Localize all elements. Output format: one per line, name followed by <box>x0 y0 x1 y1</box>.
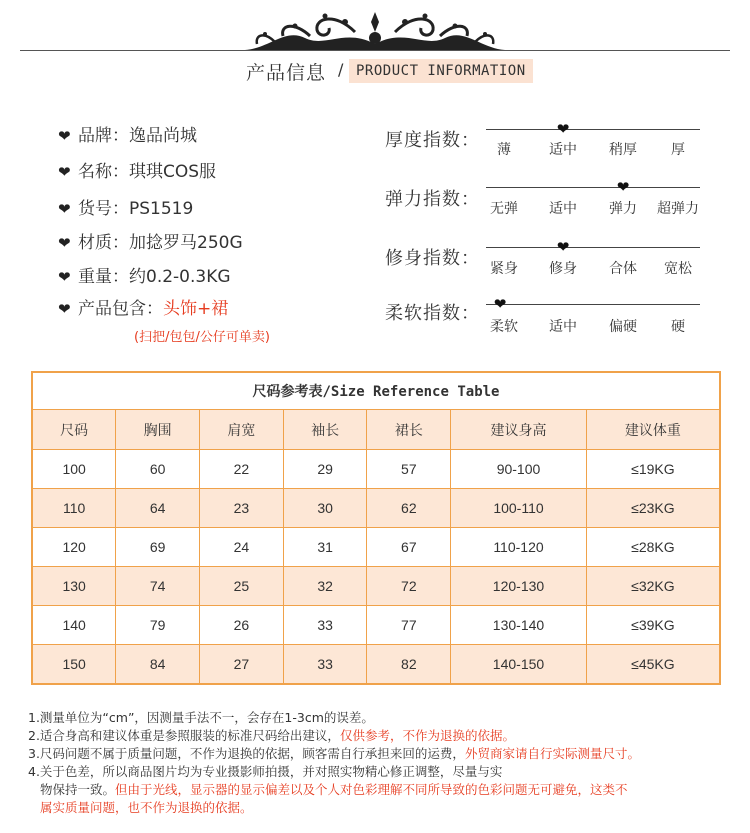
info-brand <box>58 124 197 148</box>
table-cell: 60 <box>116 450 200 489</box>
table-cell: 22 <box>200 450 284 489</box>
table-cell: 25 <box>200 567 284 606</box>
table-cell: 27 <box>200 645 284 684</box>
scale-name-thickness: 厚度指数： <box>385 130 480 151</box>
ornament-flourish <box>225 8 525 52</box>
scale-option: 薄 <box>497 142 511 158</box>
note-4-text: 物保持一致。 <box>40 782 116 797</box>
table-row <box>32 567 720 606</box>
table-cell: 67 <box>367 528 451 567</box>
heart-marker-icon: ❤ <box>556 238 570 256</box>
table-cell: 33 <box>283 606 367 645</box>
section-title: 产品信息 <box>246 62 327 84</box>
table-row <box>32 528 720 567</box>
table-cell: 110-120 <box>451 528 587 567</box>
scale-option: 适中 <box>549 319 577 335</box>
info-package <box>58 297 228 321</box>
heart-marker-icon: ❤ <box>493 295 507 313</box>
table-cell: ≤45KG <box>586 645 720 684</box>
note-3 <box>28 745 640 763</box>
scale-option: 适中 <box>549 142 577 158</box>
column-header: 建议身高 <box>451 410 587 450</box>
table-cell: 72 <box>367 567 451 606</box>
scale-option: 厚 <box>671 142 685 158</box>
title-slash: / <box>338 60 344 79</box>
column-header: 尺码 <box>32 410 116 450</box>
table-cell: 84 <box>116 645 200 684</box>
table-row <box>32 606 720 645</box>
table-row <box>32 489 720 528</box>
table-row <box>32 450 720 489</box>
info-weight <box>58 265 231 289</box>
heart-icon: ❤ <box>58 200 71 218</box>
table-cell: 30 <box>283 489 367 528</box>
table-cell: 79 <box>116 606 200 645</box>
scale-option: 紧身 <box>490 261 518 277</box>
table-cell: 110 <box>32 489 116 528</box>
table-cell: 33 <box>283 645 367 684</box>
info-name <box>58 160 216 184</box>
heart-icon: ❤ <box>58 163 71 181</box>
header-divider <box>20 50 730 51</box>
weight-label: 重量： <box>78 267 129 287</box>
scale-option: 修身 <box>549 261 577 277</box>
table-cell: 74 <box>116 567 200 606</box>
heart-marker-icon: ❤ <box>616 178 630 196</box>
scale-option: 硬 <box>671 319 685 335</box>
scale-option: 偏硬 <box>609 319 637 335</box>
scale-line <box>486 187 700 188</box>
note-2-warning: 仅供参考，不作为退换的依据。 <box>339 728 515 743</box>
sku-label: 货号： <box>78 199 129 219</box>
table-cell: 29 <box>283 450 367 489</box>
note-3-text: 3.尺码问题不属于质量问题，不作为退换的依据，顾客需自行承担来回的运费， <box>28 746 465 761</box>
table-cell: 31 <box>283 528 367 567</box>
scale-option: 适中 <box>549 201 577 217</box>
table-cell: 140 <box>32 606 116 645</box>
table-cell: 82 <box>367 645 451 684</box>
table-cell: 64 <box>116 489 200 528</box>
table-cell: 140-150 <box>451 645 587 684</box>
note-4-cont <box>40 781 628 799</box>
package-label: 产品包含： <box>78 299 163 319</box>
heart-icon: ❤ <box>58 234 71 252</box>
weight-value: 约0.2-0.3KG <box>129 267 231 287</box>
note-2 <box>28 727 515 745</box>
table-cell: 150 <box>32 645 116 684</box>
column-header: 裙长 <box>367 410 451 450</box>
heart-icon: ❤ <box>58 268 71 286</box>
note-2-text: 2.适合身高和建议体重是参照服装的标准尺码给出建议， <box>28 728 340 743</box>
heart-marker-icon: ❤ <box>556 120 570 138</box>
column-header: 肩宽 <box>200 410 284 450</box>
table-cell: 120-130 <box>451 567 587 606</box>
material-value: 加捻罗马250G <box>129 233 243 253</box>
table-cell: ≤28KG <box>586 528 720 567</box>
table-header-row <box>32 410 720 450</box>
table-cell: 130-140 <box>451 606 587 645</box>
info-sku <box>58 197 193 221</box>
scale-option: 柔软 <box>490 319 518 335</box>
table-cell: 23 <box>200 489 284 528</box>
table-cell: 77 <box>367 606 451 645</box>
table-cell: 120 <box>32 528 116 567</box>
info-material <box>58 231 243 255</box>
heart-icon: ❤ <box>58 127 71 145</box>
table-cell: 24 <box>200 528 284 567</box>
note-1: 1.测量单位为“cm”，因测量手法不一，会存在1-3cm的误差。 <box>28 710 374 725</box>
name-label: 名称： <box>78 162 129 182</box>
material-label: 材质： <box>78 233 129 253</box>
sku-value: PS1519 <box>129 199 194 219</box>
package-note: (扫把/包包/公仔可单卖) <box>134 330 270 345</box>
scale-line <box>486 247 700 248</box>
table-cell: 100-110 <box>451 489 587 528</box>
table-cell: 100 <box>32 450 116 489</box>
scale-option: 弹力 <box>609 201 637 217</box>
table-cell: 32 <box>283 567 367 606</box>
column-header: 建议体重 <box>586 410 720 450</box>
table-cell: 130 <box>32 567 116 606</box>
scale-option: 稍厚 <box>609 142 637 158</box>
table-caption: 尺码参考表/Size Reference Table <box>32 372 720 410</box>
scale-name-fit: 修身指数： <box>385 248 480 269</box>
package-value: 头饰+裙 <box>163 299 229 319</box>
scale-name-softness: 柔软指数： <box>385 303 480 324</box>
table-cell: 26 <box>200 606 284 645</box>
brand-value: 逸品尚城 <box>129 126 197 146</box>
note-3-warning: 外贸商家请自行实际测量尺寸。 <box>464 746 640 761</box>
table-cell: 62 <box>367 489 451 528</box>
scale-option: 宽松 <box>664 261 692 277</box>
scale-name-elasticity: 弹力指数： <box>385 189 480 210</box>
table-row <box>32 645 720 684</box>
brand-label: 品牌： <box>78 126 129 146</box>
scale-option: 合体 <box>609 261 637 277</box>
scale-line <box>486 129 700 130</box>
table-cell: 57 <box>367 450 451 489</box>
note-4-end: 属实质量问题，也不作为退换的依据。 <box>40 800 253 815</box>
table-cell: ≤19KG <box>586 450 720 489</box>
table-cell: ≤39KG <box>586 606 720 645</box>
size-reference-table <box>31 371 721 685</box>
table-cell: 69 <box>116 528 200 567</box>
section-title-en: PRODUCT INFORMATION <box>349 59 533 83</box>
scale-option: 超弹力 <box>657 201 699 217</box>
heart-icon: ❤ <box>58 300 71 318</box>
note-4-warning: 但由于光线，显示器的显示偏差以及个人对色彩理解不同所导致的色彩问题无可避免，这类不 <box>115 782 628 797</box>
name-value: 琪琪COS服 <box>129 162 217 182</box>
table-cell: ≤32KG <box>586 567 720 606</box>
table-cell: 90-100 <box>451 450 587 489</box>
note-4: 4.关于色差，所以商品图片均为专业摄影师拍摄，并对照实物精心修正调整，尽量与实 <box>28 764 503 779</box>
scale-line <box>486 304 700 305</box>
column-header: 胸围 <box>116 410 200 450</box>
column-header: 袖长 <box>283 410 367 450</box>
table-cell: ≤23KG <box>586 489 720 528</box>
scale-option: 无弹 <box>490 201 518 217</box>
